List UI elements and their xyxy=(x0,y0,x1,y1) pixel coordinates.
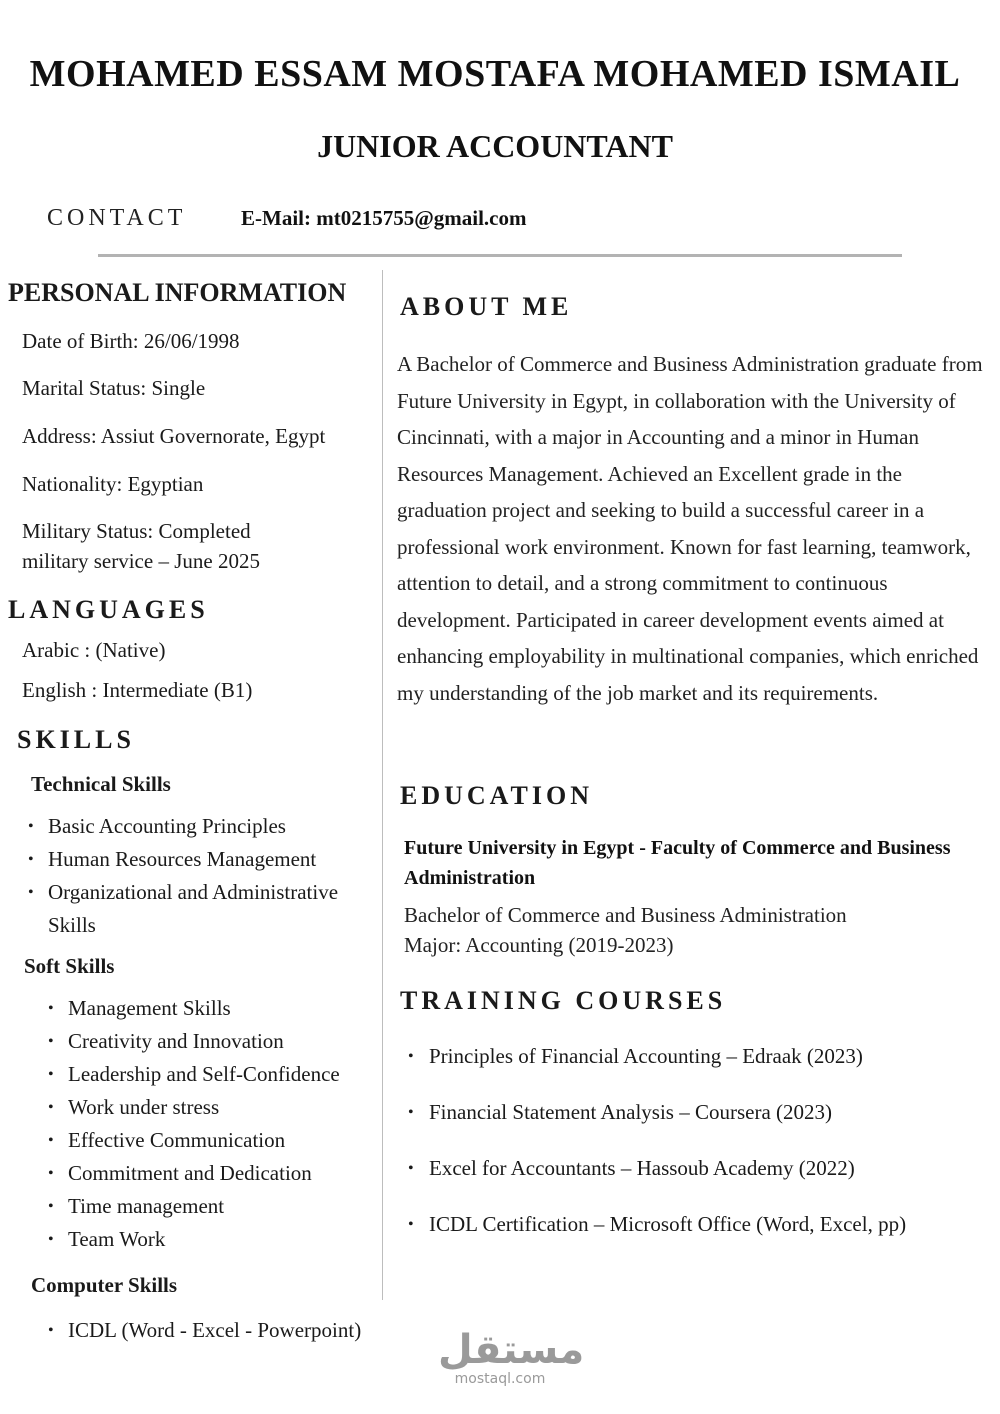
list-item: • Creativity and Innovation xyxy=(48,1025,378,1058)
contact-label: CONTACT xyxy=(47,205,187,231)
skills-heading: SKILLS xyxy=(17,725,135,754)
list-item: • Team Work xyxy=(48,1223,378,1256)
candidate-name: MOHAMED ESSAM MOSTAFA MOHAMED ISMAIL xyxy=(29,53,961,95)
computer-skills-heading: Computer Skills xyxy=(31,1273,178,1297)
list-item: • Leadership and Self-Confidence xyxy=(48,1058,378,1091)
list-item: • Human Resources Management xyxy=(28,843,378,876)
personal-item-military: Military Status: Completed military service – June 2025 xyxy=(22,519,260,573)
list-item: • Time management xyxy=(48,1190,378,1223)
personal-information-heading: PERSONAL INFORMATION xyxy=(8,278,347,307)
watermark-url: mostaql.com xyxy=(454,1371,546,1387)
personal-item-nationality: Nationality: Egyptian xyxy=(22,472,204,496)
list-item: • ICDL Certification – Microsoft Office (Word, Excel, pp) xyxy=(408,1208,906,1241)
personal-item-dob: Date of Birth: 26/06/1998 xyxy=(22,329,240,353)
list-item: • Management Skills xyxy=(48,992,378,1025)
list-item: • Financial Statement Analysis – Coursera (2023) xyxy=(408,1096,906,1129)
job-title: JUNIOR ACCOUNTANT xyxy=(317,128,673,164)
contact-email: E-Mail: mt0215755@gmail.com xyxy=(241,206,527,230)
language-arabic: Arabic : (Native) xyxy=(22,638,166,662)
list-item: • Excel for Accountants – Hassoub Academy (2022) xyxy=(408,1152,906,1185)
list-item: • Commitment and Dedication xyxy=(48,1157,378,1190)
list-item: • ICDL (Word - Excel - Powerpoint) xyxy=(48,1314,408,1347)
technical-skills-list xyxy=(28,810,378,942)
list-item: • Effective Communication xyxy=(48,1124,378,1157)
training-courses-heading: TRAINING COURSES xyxy=(400,986,727,1015)
soft-skills-heading: Soft Skills xyxy=(24,954,115,978)
technical-skills-heading: Technical Skills xyxy=(31,772,171,796)
list-item: • Principles of Financial Accounting – Edraak (2023) xyxy=(408,1040,906,1073)
education-institution: Future University in Egypt - Faculty of Commerce and Business Administration xyxy=(404,837,951,889)
education-major: Major: Accounting (2019-2023) xyxy=(404,933,674,957)
education-degree: Bachelor of Commerce and Business Administration xyxy=(404,903,847,927)
personal-item-address: Address: Assiut Governorate, Egypt xyxy=(22,424,326,448)
training-courses-list xyxy=(408,1040,906,1264)
about-me-heading: ABOUT ME xyxy=(400,292,573,321)
language-english: English : Intermediate (B1) xyxy=(22,678,253,702)
list-item: • Basic Accounting Principles xyxy=(28,810,378,843)
mostaql-watermark xyxy=(438,1327,585,1388)
watermark-logo-text: مستقل xyxy=(438,1327,585,1373)
computer-skills-list xyxy=(48,1314,408,1347)
list-item: • Organizational and Administrative Skills xyxy=(28,876,378,942)
column-divider xyxy=(382,270,383,1300)
header-divider xyxy=(98,254,902,257)
soft-skills-list xyxy=(48,992,378,1256)
personal-item-marital: Marital Status: Single xyxy=(22,376,206,400)
education-heading: EDUCATION xyxy=(400,781,593,810)
about-me-text: A Bachelor of Commerce and Business Administration graduate from Future University in Egypt, in collaboration with the University of Cincinnati, with a major in Accounting and a minor in Human Resources Management. Achieved an Excellent grade in the graduation project and seeking to build a successful career in a professional work environment. Known for fast learning, teamwork, attention to detail, and a strong commitment to continuous development. Participated in career development events aimed at enhancing employability in multinational companies, which enriched my understanding of the job market and its requirements. xyxy=(397,352,983,705)
list-item: • Work under stress xyxy=(48,1091,378,1124)
languages-heading: LANGUAGES xyxy=(8,595,209,624)
